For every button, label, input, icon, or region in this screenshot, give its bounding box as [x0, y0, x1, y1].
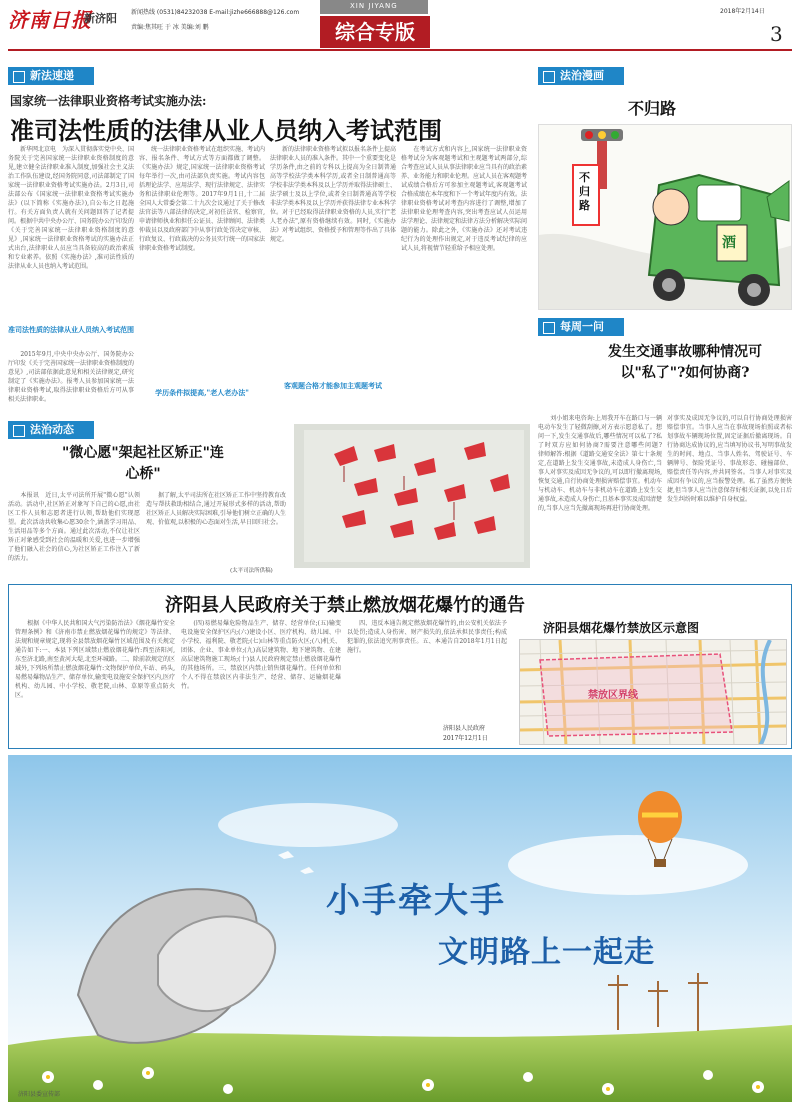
ban-zone-map: [519, 639, 787, 745]
notice-column-2: (四)易燃易爆危险物品生产、储存、经营单位;(五)输变电设施安全保护区内;(六)建设小区、医疗机构、幼儿园、中小学校、福利院、敬老院;(七)山林等重点防火区;(八)机关、团体、企业、事业单位;(九)高层建筑物、地下建筑物、在建高层建筑物施工现场;(十)县人民政府规定禁止燃放烟花爆竹的其他场所。三、禁放区内禁止销售烟花爆竹。任何单位和个人不得在禁放区内非法生产、经营、储存、运输烟花爆竹。: [181, 620, 341, 690]
news-column-2: 统一法律职业资格考试在组织实施、考试内容、报名条件、考试方式等方面都做了调整。《实施办法》规定,国家统一法律职业资格考试每年举行一次,由司法部负责实施。考试内容包括理论法学、应用法学、现行法律规定、法律实务和法律职业伦理等。2017年9月1日,十二届全国人大常委会第二十九次会议通过了关于修改法官法等八部法律的决定,对初任法官、检察官,申请律师执业和担任公证员、法律顾问、法律类仲裁员以及政府部门中从事行政处罚决定审核、行政复议、行政裁决的公务员实行统一的国家法律职业资格考试制度。: [139, 146, 265, 252]
road-map: [520, 640, 787, 745]
map-title: 济阳县烟花爆竹禁放区示意图: [543, 621, 700, 635]
qa-column-right: 对事实及成因无争议的,可以自行协商处理损害赔偿事宜。当事人应当在事故现场拍照或者标划事故车辆现场位置,固定证据后撤离现场。自行协商达成协议的,应当填写协议书,写明事故发生的时间、地点、当事人姓名、驾驶证号、车辆牌号、保险凭证号、事故形态、碰撞部位、赔偿责任等内容,并共同签名。当事人对事实及成因有争议的,应当报警处理。私了虽然方便快捷,但当事人应当注意保存好相关证据,以免日后发生纠纷时难以维护自身权益。: [667, 415, 792, 503]
page-number: 3: [770, 22, 783, 46]
news-tag: 新法速递: [8, 67, 94, 85]
wish-wall-photo: [294, 424, 530, 568]
cartoon-sign: 不归路: [579, 171, 590, 212]
hotline: 新闻热线 (0531)84232038 E-mail:jizhe666888@126.com: [131, 9, 300, 16]
qa-title: 发生交通事故哪种情况可以"私了"?如何协商?: [608, 344, 762, 381]
editors: 责编:焦其旺 于 冰 美编:刘 鹏: [131, 24, 209, 31]
pinyin: XIN JIYANG: [350, 2, 398, 10]
news-headline: 准司法性质的法律从业人员纳入考试范围: [10, 116, 442, 145]
masthead: [0, 0, 800, 52]
cartoon-bottle-label: 酒: [722, 235, 736, 251]
cartoon-title: 不归路: [628, 99, 677, 118]
news-subhead-3: 客观题合格才能参加主观题考试: [284, 381, 382, 390]
newspaper-logo: 济南日报: [8, 8, 92, 32]
news-subhead-1: 准司法性质的法律从业人员纳入考试范围: [8, 325, 134, 334]
news-column-1: 新华网北京电 为深入贯彻落实党中央、国务院关于完善国家统一法律职业资格制度的意见,建立健全法律职业准入制度,加强社会主义法治工作队伍建设,经国务院同意,司法部制定了国家统一法律职业资格考试实施办法。2月3日,司法部公布《国家统一法律职业资格考试实施办法》(以下简称《实施办法》),自公布之日起施行。有关方面负责人就有关问题回答了记者提问。根据中共中央办公厅、国务院办公厅印发的《关于完善国家统一法律职业资格制度的意见》,国家统一法律职业资格考试的实施办法正式出台,法律职业人员应当具备较高的政治素质和专业素养。依照《实施办法》,准司法性质的法律从业人员也纳入考试范围。: [8, 146, 134, 270]
cartoon-image: [538, 124, 792, 310]
dong-body-2: 据了解,太平司法所在社区矫正工作中坚持教育改造与帮扶救助相结合,通过开展形式多样的活动,帮助社区矫正人员解决实际困难,引导他们树立正确的人生观、价值观,以积极的心态面对生活,早日回归社会。: [146, 492, 286, 526]
dong-source: (太平司法所供稿): [230, 568, 273, 574]
qa-tag: 每周一问: [538, 318, 624, 336]
notice-column-3: 四、违反本通告规定燃放烟花爆竹的,由公安机关依法予以处罚;造成人身伤害、财产损失的,依法承担民事责任;构成犯罪的,依法追究刑事责任。五、本通告自2018年1月1日起施行。: [347, 620, 507, 654]
logo-sub: 新济阳: [84, 12, 117, 25]
notice-box: [8, 584, 792, 749]
news-subhead-2: 学历条件拟提高,"老人老办法": [155, 388, 249, 397]
notice-signer: 济阳县人民政府: [443, 725, 486, 732]
cartoon-tag: 法治漫画: [538, 67, 624, 85]
map-zone-label: 禁放区界线: [588, 690, 638, 701]
news-kicker: 国家统一法律职业资格考试实施办法:: [10, 94, 207, 108]
dong-tag: 法治动态: [8, 421, 94, 439]
dong-title: "微心愿"架起社区矫正"连心桥": [62, 445, 224, 482]
news-column-3: 新的法律职业资格考试拟以报名条件上提高法律职业人员的准入条件。其中一个重要变化是学历条件,由之前的专科以上提高为全日制普通高等学校法学类本科学历,或者全日制普通高等学校非法学类本科及以上学历并取得法律硕士、法学硕士及以上学位,或者全日制普通高等学校非法学类本科及以上学历并获得法律专业本科学位。对于已经取得法律职业资格的人员,实行"老人老办法",原有资格继续有效。同时,《实施办法》对考试组织、资格授予和管理等作出了具体规定。: [270, 146, 396, 243]
issue-date: 2018年2月14日: [720, 8, 765, 15]
civility-banner: [8, 755, 792, 1102]
banner-credit: 济阳县委宣传部: [18, 1091, 61, 1098]
section-label: 综合专版: [320, 16, 430, 48]
wishes-photo: [294, 424, 530, 568]
banner-illustration: [8, 755, 792, 1102]
masthead-rule: [8, 49, 792, 51]
news-column-1b: 2015年9月,中央中央办公厅、国务院办公厅印发《关于完善国家统一法律职业资格制度的意见》,司法部依据此意见和相关法律规定,研究制定了《实施办法》。报考人员参加国家统一法律职业资格考试,取得法律职业资格后方可从事相关法律职业。: [8, 351, 134, 403]
notice-date: 2017年12月1日: [443, 735, 488, 742]
qa-column-left: 刘小姐来电咨询:上周我开车在路口与一辆电动车发生了轻微刮擦,对方表示愿意私了。想问一下,发生交通事故后,哪些情况可以私了?私了时双方应如何协商?需要注意哪些问题? 律师解答:根据《道路交通安全法》第七十条规定,在道路上发生交通事故,未造成人身伤亡,当事人对事实及成因无争议的,可以即行撤离现场,恢复交通,自行协商处理损害赔偿事宜。机动车与机动车、机动车与非机动车在道路上发生交通事故,未造成人身伤亡,且基本事实及成因清楚的,当事人应当先撤离现场再进行协商处理。: [538, 415, 662, 512]
notice-title: 济阳县人民政府关于禁止燃放烟花爆竹的通告: [165, 595, 525, 616]
drunk-driving-cartoon: [539, 125, 792, 310]
notice-column-1: 根据《中华人民共和国大气污染防治法》《烟花爆竹安全管理条例》和《济南市禁止燃放烟花爆竹的规定》等法律、法规和规章规定,现将全县禁放烟花爆竹区域范围及有关规定通告如下:一、本县下列区域禁止燃放烟花爆竹:西至济阳河,东至济北路,南至黄河大堤,北至环城路。二、除前款规定的区域外,下列场所禁止燃放烟花爆竹:文物保护单位,车站、码头,易燃易爆物品生产、储存单位,输变电设施安全保护区内,医疗机构、幼儿园、中小学校、敬老院,山林、草原等重点防火区。: [15, 620, 175, 699]
dong-body: 本报讯 近日,太平司法所开展"微心愿"认领活动。活动中,社区矫正对象写下自己的心愿,由社区工作人员和志愿者进行认领,帮助他们实现愿望。此次活动共收集心愿30余个,涵盖学习用品、生活用品等多个方面。通过此次活动,不仅让社区矫正对象感受到社会的温暖和关爱,也进一步增强了他们融入社会的信心,为社区矫正工作注入了新的活力。: [8, 492, 140, 562]
banner-line-1: 小手牵大手: [326, 881, 506, 921]
banner-line-2: 文明路上一起走: [438, 935, 655, 970]
news-column-4: 在考试方式和内容上,国家统一法律职业资格考试分为客观题考试和主观题考试两部分,综合考查应试人员从事法律职业应当具有的政治素养、业务能力和职业伦理。应试人员在客观题考试成绩合格后方可参加主观题考试,客观题考试合格成绩在本年度和下一个考试年度内有效。法律职业资格考试对考查内容进行了调整,增加了法律职业伦理考查内容,突出考查应试人员运用法学理论、法律规定和法律方法分析解决实际问题的能力。除此之外,《实施办法》还对考试违纪行为的处理作出规定,对于违反考试纪律的应试人员,将视情节轻重给予相应处理。: [401, 146, 527, 252]
